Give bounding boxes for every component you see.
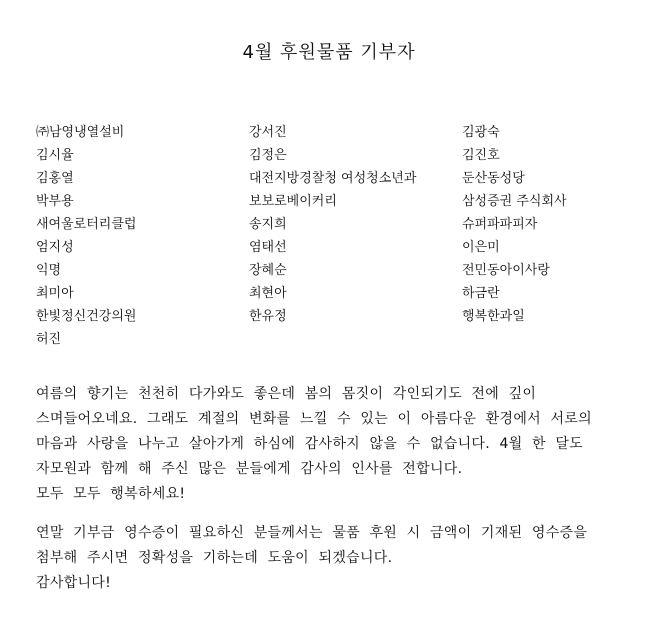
donor-name: 이은미 [462, 240, 500, 255]
donor-name: 하금란 [462, 286, 500, 301]
paragraph-line: 여름의 향기는 천천히 다가와도 좋은데 봄의 몸짓이 각인되기도 전에 깊이 [36, 386, 537, 402]
donor-name: ㈜남영냉열설비 [36, 125, 125, 140]
donor-name: 한유정 [249, 309, 287, 324]
donor-name: 새여울로터리클럽 [36, 217, 137, 232]
page-title: 4월 후원물품 기부자 [242, 42, 416, 63]
donor-name: 한빛정신건강의원 [36, 309, 137, 324]
donor-name: 김정은 [249, 148, 287, 163]
paragraph-line: 자모원과 함께 해 주신 많은 분들에게 감사의 인사를 전합니다. [36, 461, 463, 477]
donor-list [36, 121, 642, 351]
donor-name: 전민동아이사랑 [462, 263, 550, 278]
donor-name: 김시율 [36, 148, 74, 163]
paragraph-line: 연말 기부금 영수증이 필요하신 분들께서는 물품 후원 시 금액이 기재된 영수증을 [36, 525, 588, 541]
donor-name: 대전지방경찰청 여성청소년과 [249, 171, 417, 186]
paragraph-line: 마음과 사랑을 나누고 살아가게 하심에 감사하지 않을 수 없습니다. 4월 한 달도 [36, 436, 584, 452]
donor-name: 엄지성 [36, 240, 74, 255]
donor-name: 김홍열 [36, 171, 74, 186]
paragraph-line: 스며들어오네요. 그래도 계절의 변화를 느낄 수 있는 이 아름다운 환경에서 서로의 [36, 411, 592, 427]
donor-name: 익명 [36, 263, 62, 278]
paragraph-line: 감사합니다! [36, 575, 112, 591]
donor-name: 염태선 [249, 240, 287, 255]
paragraph-line: 모두 모두 행복하세요! [36, 486, 186, 502]
donor-name: 김광숙 [462, 125, 500, 140]
donor-name: 허진 [36, 332, 62, 347]
receipt-notice-paragraph [36, 521, 626, 596]
donor-name: 보보로베이커리 [249, 194, 337, 209]
donor-name: 둔산동성당 [462, 171, 525, 186]
donor-name: 송지희 [249, 217, 287, 232]
donor-name: 슈퍼파파피자 [462, 217, 538, 232]
donor-name: 강서진 [249, 125, 287, 140]
donor-name: 최현아 [249, 286, 287, 301]
donor-name: 삼성증권 주식회사 [462, 194, 567, 209]
donor-name: 장혜순 [249, 263, 287, 278]
paragraph-line: 첨부해 주시면 정확성을 기하는데 도움이 되겠습니다. [36, 550, 393, 566]
donor-name: 박부용 [36, 194, 74, 209]
donor-name: 최미아 [36, 286, 74, 301]
donor-name: 행복한과일 [462, 309, 525, 324]
donor-name: 김진호 [462, 148, 500, 163]
thanks-paragraph [36, 382, 626, 507]
